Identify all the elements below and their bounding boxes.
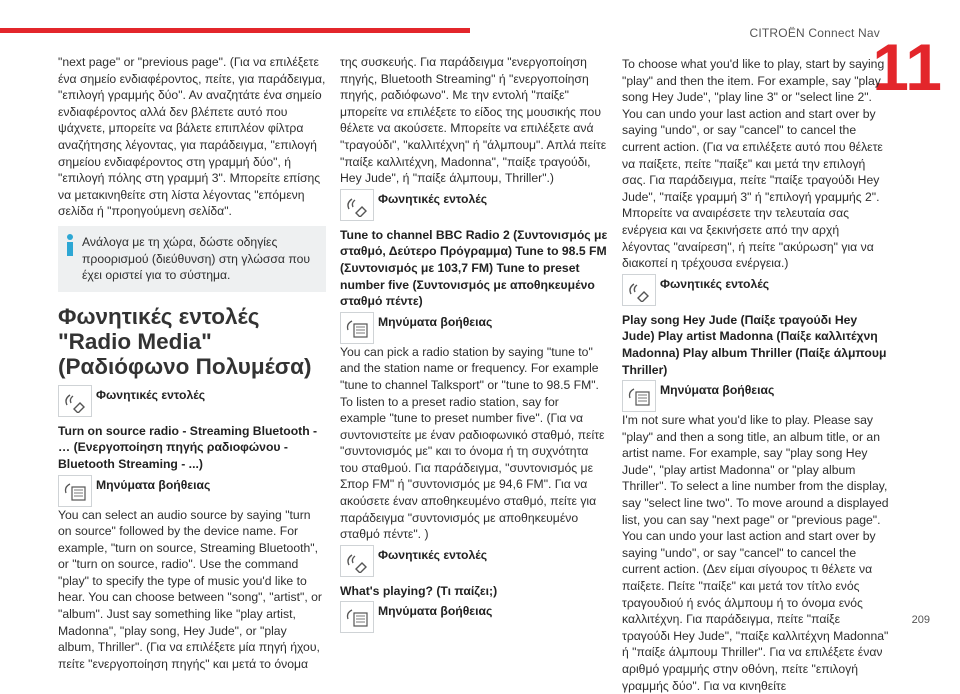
help-messages-label: Μηνύματα βοήθειας [378,314,493,329]
info-box [58,226,326,292]
voice-commands-heading [58,385,326,417]
help-messages-label: Μηνύματα βοήθειας [96,477,211,492]
column-1 [58,54,326,672]
command-text: Tune to channel BBC Radio 2 (Συντονισμός με σταθμό, Δεύτερο Πρόγραμμα) Tune to 98.5 FM (Συντονισμός με 103,7 FM) Tune to preset number five (Συντονισμός με αποθηκευμένο σταθμό πέντε) [340,227,608,309]
page-number: 209 [911,614,930,626]
section-title: Φωνητικές εντολές "Radio Media" (Ραδιόφωνο Πολυμέσα) [58,303,312,379]
command-text: Turn on source radio - Streaming Bluetooth - … (Ενεργοποίηση πηγής ραδιοφώνου - Bluetooth Streaming - ...) [58,423,318,471]
voice-commands-label: Φωνητικές εντολές [96,387,206,402]
help-messages-heading [340,312,608,344]
paragraph: I'm not sure what you'd like to play. Please say "play" and then a song title, an album title, or an artist name. For example, say "play song Hey Jude", "play artist Madonna" or "play album Thriller". To select a line number from the display, say "select line two". To move around a displayed list, you can say "next page" or "previous page". You can undo your last action and start over by saying "undo", or say "cancel" to cancel the current action. (Δεν είμαι σίγουρος τι θέλετε να παίξετε. Πείτε "παίξε" και μετά τον τίτλο ενός τραγουδιού ή ενός άλμπουμ ή το όνομα ενός καλλιτέχνη. Για παράδειγμα, πείτε "παίξε τραγούδι Hey Jude", "παίξε καλλιτέχνη Madonna" ή "παίξε άλμπουμ Thriller". Για να επιλέξετε έναν αριθμό γραμμής στην οθόνη, πείτε "επιλογή γραμμής δύο". Για να κινηθείτε [622,413,889,693]
chapter-number: 11 [872,30,942,104]
info-icon [64,234,76,256]
command-text: Play song Hey Jude (Παίξε τραγούδι Hey Jude) Play artist Madonna (Παίξε καλλιτέχνη Madonna) Play album Thriller (Παίξε άλμπουμ Thriller) [622,312,887,377]
paragraph: "next page" or "previous page". (Για να επιλέξετε ένα σημείο ενδιαφέροντος, πείτε, για παράδειγμα, "επιλογή γραμμής δύο". Αν αναζητάτε ένα σημείο ενδιαφέροντος αλλά δεν βλέπετε αυτό που ψάχνετε, μπορείτε να βάλετε επιπλέον φίλτρα αναζήτησης λέγοντας, για παράδειγμα, "επιλογή σημείου ενδιαφέροντος στη γραμμή δύο", ή "επιλογή πόλης στη γραμμή 3". Μπορείτε επίσης να μετακινηθείτε στη λίστα λέγοντας "επόμενη σελίδα ή "προηγούμενη σελίδα". [58,55,326,219]
voice-commands-heading [622,274,890,306]
help-message-icon [340,601,374,633]
help-messages-label: Μηνύματα βοήθειας [660,383,775,398]
paragraph: You can pick a radio station by saying "tune to" and the station name or frequency. For example "tune to channel Talksport" or "tune to 98.5 FM". To listen to a preset radio station, say for example "tune to preset number five". (Για να συντονιστείτε με έναν ραδιοφωνικό σταθμό, πείτε "συντονισμός με" και το όνομα ή τη συχνότητα του σταθμού. Για παράδειγμα, "συντονισμός με Σπορ FM" ή "συντονισμός με 94,6 FM". Για να ακούσετε έναν αποθηκευμένο σταθμό, πείτε για παράδειγμα "συντονισμός με αποθηκευμένο σταθμό πέντε". ) [340,344,605,542]
voice-command-icon [340,189,374,221]
voice-command-icon [622,274,656,306]
header-title: CITROËN Connect Nav [749,26,880,40]
voice-commands-label: Φωνητικές εντολές [660,276,770,291]
voice-command-icon [340,545,374,577]
voice-command-icon [58,385,92,417]
help-message-icon [58,475,92,507]
help-messages-heading [622,380,890,412]
voice-commands-label: Φωνητικές εντολές [378,547,488,562]
column-2 [340,54,608,633]
voice-commands-heading [340,545,608,577]
paragraph: To choose what you'd like to play, start by saying "play" and then the item. For example, say "play song Hey Jude", "play line 3" or "select line 2". You can undo your last action and start over by saying "undo", or say "cancel" to cancel the current action. (Για να επιλέξετε αυτό που θέλετε να παίξετε, πείτε "παίξε" και μετά την επιλογή σας. Για παράδειγμα, πείτε "παίξε τραγούδι Hey Jude", "παίξε γραμμή 3" ή "επιλογή γραμμής 2". Μπορείτε να αναιρέσετε την τελευταία σας ενέργεια και να ξεκινήσετε από την αρχή λέγοντας "αναίρεση", ή πείτε "ακύρωση" για να διακοπεί η τρέχουσα ενέργεια.) [622,57,885,271]
help-messages-label: Μηνύματα βοήθειας [378,604,493,619]
help-messages-heading [58,475,326,507]
voice-commands-label: Φωνητικές εντολές [378,191,488,206]
help-message-icon [340,312,374,344]
info-text: Ανάλογα με τη χώρα, δώστε οδηγίες προορισμού (διεύθυνση) στη γλώσσα που έχει οριστεί για το σύστημα. [82,234,311,283]
voice-commands-heading [340,189,608,221]
paragraph: You can select an audio source by saying "turn on source" followed by the device name. For example, "turn on source, Streaming Bluetooth", or "turn on source, radio". Use the command "play" to specify the type of music you'd like to hear. You can choose between "song", "artist", or "album". Just say something like "play artist, Madonna", "play song, Hey Jude", or "play album, Thriller". (Για να επιλέξετε μία πηγή ήχου, πείτε "ενεργοποίηση πηγής" και μετά το όνομα [58,507,322,671]
header-red-bar [0,28,470,33]
help-messages-heading [340,601,608,633]
command-text: What's playing? (Τι παίζει;) [340,583,498,598]
paragraph: της συσκευής. Για παράδειγμα "ενεργοποίηση πηγής, Bluetooth Streaming" ή "ενεργοποίηση πηγής, ραδιόφωνο". Με την εντολή "παίξε" μπορείτε να επιλέξετε το είδος της μουσικής που θέλετε να ακούσετε. Μπορείτε να επιλέξετε ανά "τραγούδι", "καλλιτέχνη" ή "άλμπουμ". Απλά πείτε "παίξε καλλιτέχνη, Madonna", "παίξε τραγούδι, Hey Jude", ή "παίξε άλμπουμ, Thriller".) [340,55,607,186]
help-message-icon [622,380,656,412]
column-3 [622,56,890,694]
